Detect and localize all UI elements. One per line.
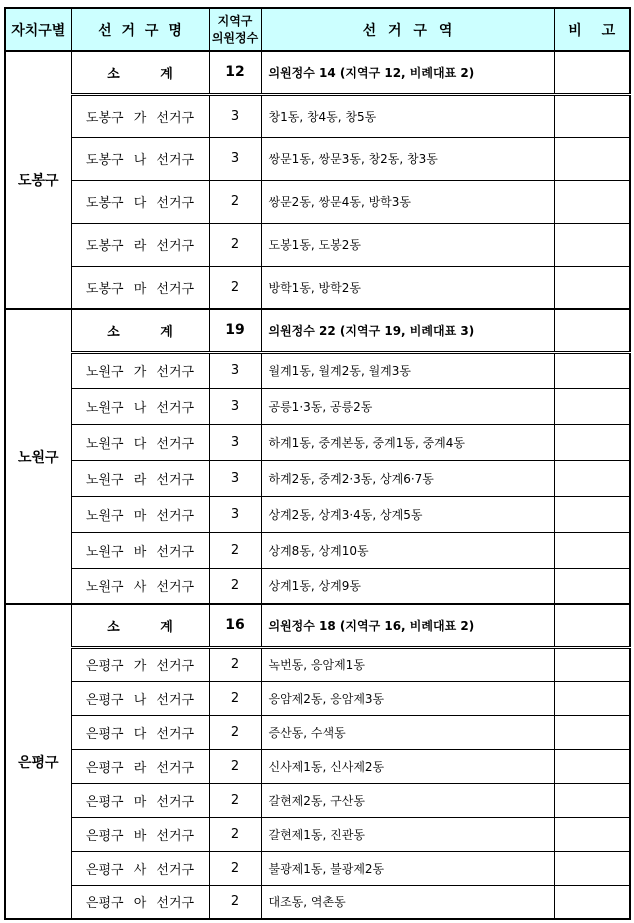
note-cell (554, 604, 630, 647)
subtotal-label: 소 계 (71, 604, 209, 647)
note-cell (554, 460, 630, 496)
constituency-area: 창1동, 창4동, 창5동 (261, 94, 554, 137)
constituency-name: 은평구 가 선거구 (71, 647, 209, 681)
constituency-name: 은평구 나 선거구 (71, 681, 209, 715)
constituency-name: 은평구 마 선거구 (71, 783, 209, 817)
constituency-area: 하계1동, 중계본동, 중계1동, 중계4동 (261, 424, 554, 460)
constituency-area: 갈현제1동, 진관동 (261, 817, 554, 851)
constituency-name: 은평구 다 선거구 (71, 715, 209, 749)
table-row (5, 388, 630, 424)
seats-count: 2 (209, 180, 261, 223)
note-cell (554, 352, 630, 388)
note-cell (554, 424, 630, 460)
table-row (5, 94, 630, 137)
subtotal-seats: 16 (209, 604, 261, 647)
seats-count: 3 (209, 352, 261, 388)
table-row (5, 647, 630, 681)
constituency-area: 상계2동, 상계3·4동, 상계5동 (261, 496, 554, 532)
constituency-area: 공릉1·3동, 공릉2동 (261, 388, 554, 424)
note-cell (554, 681, 630, 715)
district-name: 노원구 (5, 309, 71, 604)
constituency-area: 증산동, 수색동 (261, 715, 554, 749)
constituency-area: 신사제1동, 신사제2동 (261, 749, 554, 783)
constituency-name: 노원구 가 선거구 (71, 352, 209, 388)
constituency-area: 상계1동, 상계9동 (261, 568, 554, 604)
district-group-dobong (5, 51, 630, 309)
table-row (5, 783, 630, 817)
constituency-name: 노원구 나 선거구 (71, 388, 209, 424)
table-row (5, 532, 630, 568)
seats-count: 2 (209, 223, 261, 266)
table-row (5, 885, 630, 919)
seats-count: 2 (209, 817, 261, 851)
seats-count: 3 (209, 460, 261, 496)
constituency-area: 녹번동, 응암제1동 (261, 647, 554, 681)
seats-count: 2 (209, 647, 261, 681)
table-row (5, 851, 630, 885)
note-cell (554, 532, 630, 568)
constituency-area: 쌍문2동, 쌍문4동, 방학3동 (261, 180, 554, 223)
seats-count: 2 (209, 715, 261, 749)
note-cell (554, 180, 630, 223)
note-cell (554, 388, 630, 424)
header-seats-line1: 지역구 (217, 13, 253, 28)
header-constituency-name: 선 거 구 명 (71, 8, 209, 51)
note-cell (554, 885, 630, 919)
table-row (5, 681, 630, 715)
subtotal-label: 소 계 (71, 309, 209, 352)
constituency-area: 방학1동, 방학2동 (261, 266, 554, 309)
subtotal-row (5, 51, 630, 94)
seats-count: 2 (209, 532, 261, 568)
constituency-name: 도봉구 다 선거구 (71, 180, 209, 223)
table-row (5, 817, 630, 851)
subtotal-row (5, 604, 630, 647)
subtotal-seats: 19 (209, 309, 261, 352)
constituency-name: 은평구 아 선거구 (71, 885, 209, 919)
table-row (5, 460, 630, 496)
constituency-name: 노원구 라 선거구 (71, 460, 209, 496)
district-group-nowon (5, 309, 630, 604)
note-cell (554, 223, 630, 266)
note-cell (554, 137, 630, 180)
note-cell (554, 715, 630, 749)
note-cell (554, 51, 630, 94)
table-row (5, 496, 630, 532)
header-seats (209, 8, 261, 51)
note-cell (554, 749, 630, 783)
seats-count: 3 (209, 137, 261, 180)
subtotal-label: 소 계 (71, 51, 209, 94)
constituency-area: 상계8동, 상계10동 (261, 532, 554, 568)
seats-count: 2 (209, 266, 261, 309)
note-cell (554, 266, 630, 309)
note-cell (554, 309, 630, 352)
note-cell (554, 496, 630, 532)
constituency-name: 노원구 바 선거구 (71, 532, 209, 568)
table-row (5, 424, 630, 460)
note-cell (554, 817, 630, 851)
note-cell (554, 94, 630, 137)
subtotal-area: 의원정수 14 (지역구 12, 비례대표 2) (261, 51, 554, 94)
constituency-area: 응암제2동, 응암제3동 (261, 681, 554, 715)
subtotal-area: 의원정수 18 (지역구 16, 비례대표 2) (261, 604, 554, 647)
constituency-name: 도봉구 나 선거구 (71, 137, 209, 180)
table-header (5, 8, 630, 51)
constituency-area: 불광제1동, 불광제2동 (261, 851, 554, 885)
seats-count: 3 (209, 94, 261, 137)
table-row (5, 180, 630, 223)
subtotal-row (5, 309, 630, 352)
note-cell (554, 568, 630, 604)
subtotal-area: 의원정수 22 (지역구 19, 비례대표 3) (261, 309, 554, 352)
constituency-area: 월계1동, 월계2동, 월계3동 (261, 352, 554, 388)
header-seats-line2: 의원정수 (211, 30, 259, 45)
seats-count: 2 (209, 681, 261, 715)
note-cell (554, 783, 630, 817)
table-row (5, 223, 630, 266)
header-row (5, 8, 630, 51)
seats-count: 2 (209, 749, 261, 783)
seats-count: 3 (209, 388, 261, 424)
table-row (5, 715, 630, 749)
seats-count: 2 (209, 851, 261, 885)
constituency-area: 쌍문1동, 쌍문3동, 창2동, 창3동 (261, 137, 554, 180)
constituency-name: 도봉구 마 선거구 (71, 266, 209, 309)
seats-count: 2 (209, 885, 261, 919)
constituency-name: 도봉구 라 선거구 (71, 223, 209, 266)
constituency-area: 하계2동, 중계2·3동, 상계6·7동 (261, 460, 554, 496)
note-cell (554, 647, 630, 681)
seats-count: 2 (209, 568, 261, 604)
table-row (5, 266, 630, 309)
constituency-area: 갈현제2동, 구산동 (261, 783, 554, 817)
constituency-name: 은평구 라 선거구 (71, 749, 209, 783)
header-constituency-area: 선 거 구 역 (261, 8, 554, 51)
subtotal-seats: 12 (209, 51, 261, 94)
table-row (5, 749, 630, 783)
district-group-eunpyeong (5, 604, 630, 919)
constituency-name: 은평구 바 선거구 (71, 817, 209, 851)
seats-count: 2 (209, 783, 261, 817)
district-table (4, 7, 631, 920)
header-district: 자치구별 (5, 8, 71, 51)
table-row (5, 352, 630, 388)
constituency-area: 도봉1동, 도봉2동 (261, 223, 554, 266)
note-cell (554, 851, 630, 885)
seats-count: 3 (209, 424, 261, 460)
seats-count: 3 (209, 496, 261, 532)
constituency-name: 노원구 마 선거구 (71, 496, 209, 532)
constituency-name: 도봉구 가 선거구 (71, 94, 209, 137)
table-row (5, 137, 630, 180)
district-name: 도봉구 (5, 51, 71, 309)
header-note: 비 고 (554, 8, 630, 51)
constituency-name: 은평구 사 선거구 (71, 851, 209, 885)
district-name: 은평구 (5, 604, 71, 919)
constituency-name: 노원구 사 선거구 (71, 568, 209, 604)
constituency-area: 대조동, 역촌동 (261, 885, 554, 919)
table-row (5, 568, 630, 604)
constituency-name: 노원구 다 선거구 (71, 424, 209, 460)
